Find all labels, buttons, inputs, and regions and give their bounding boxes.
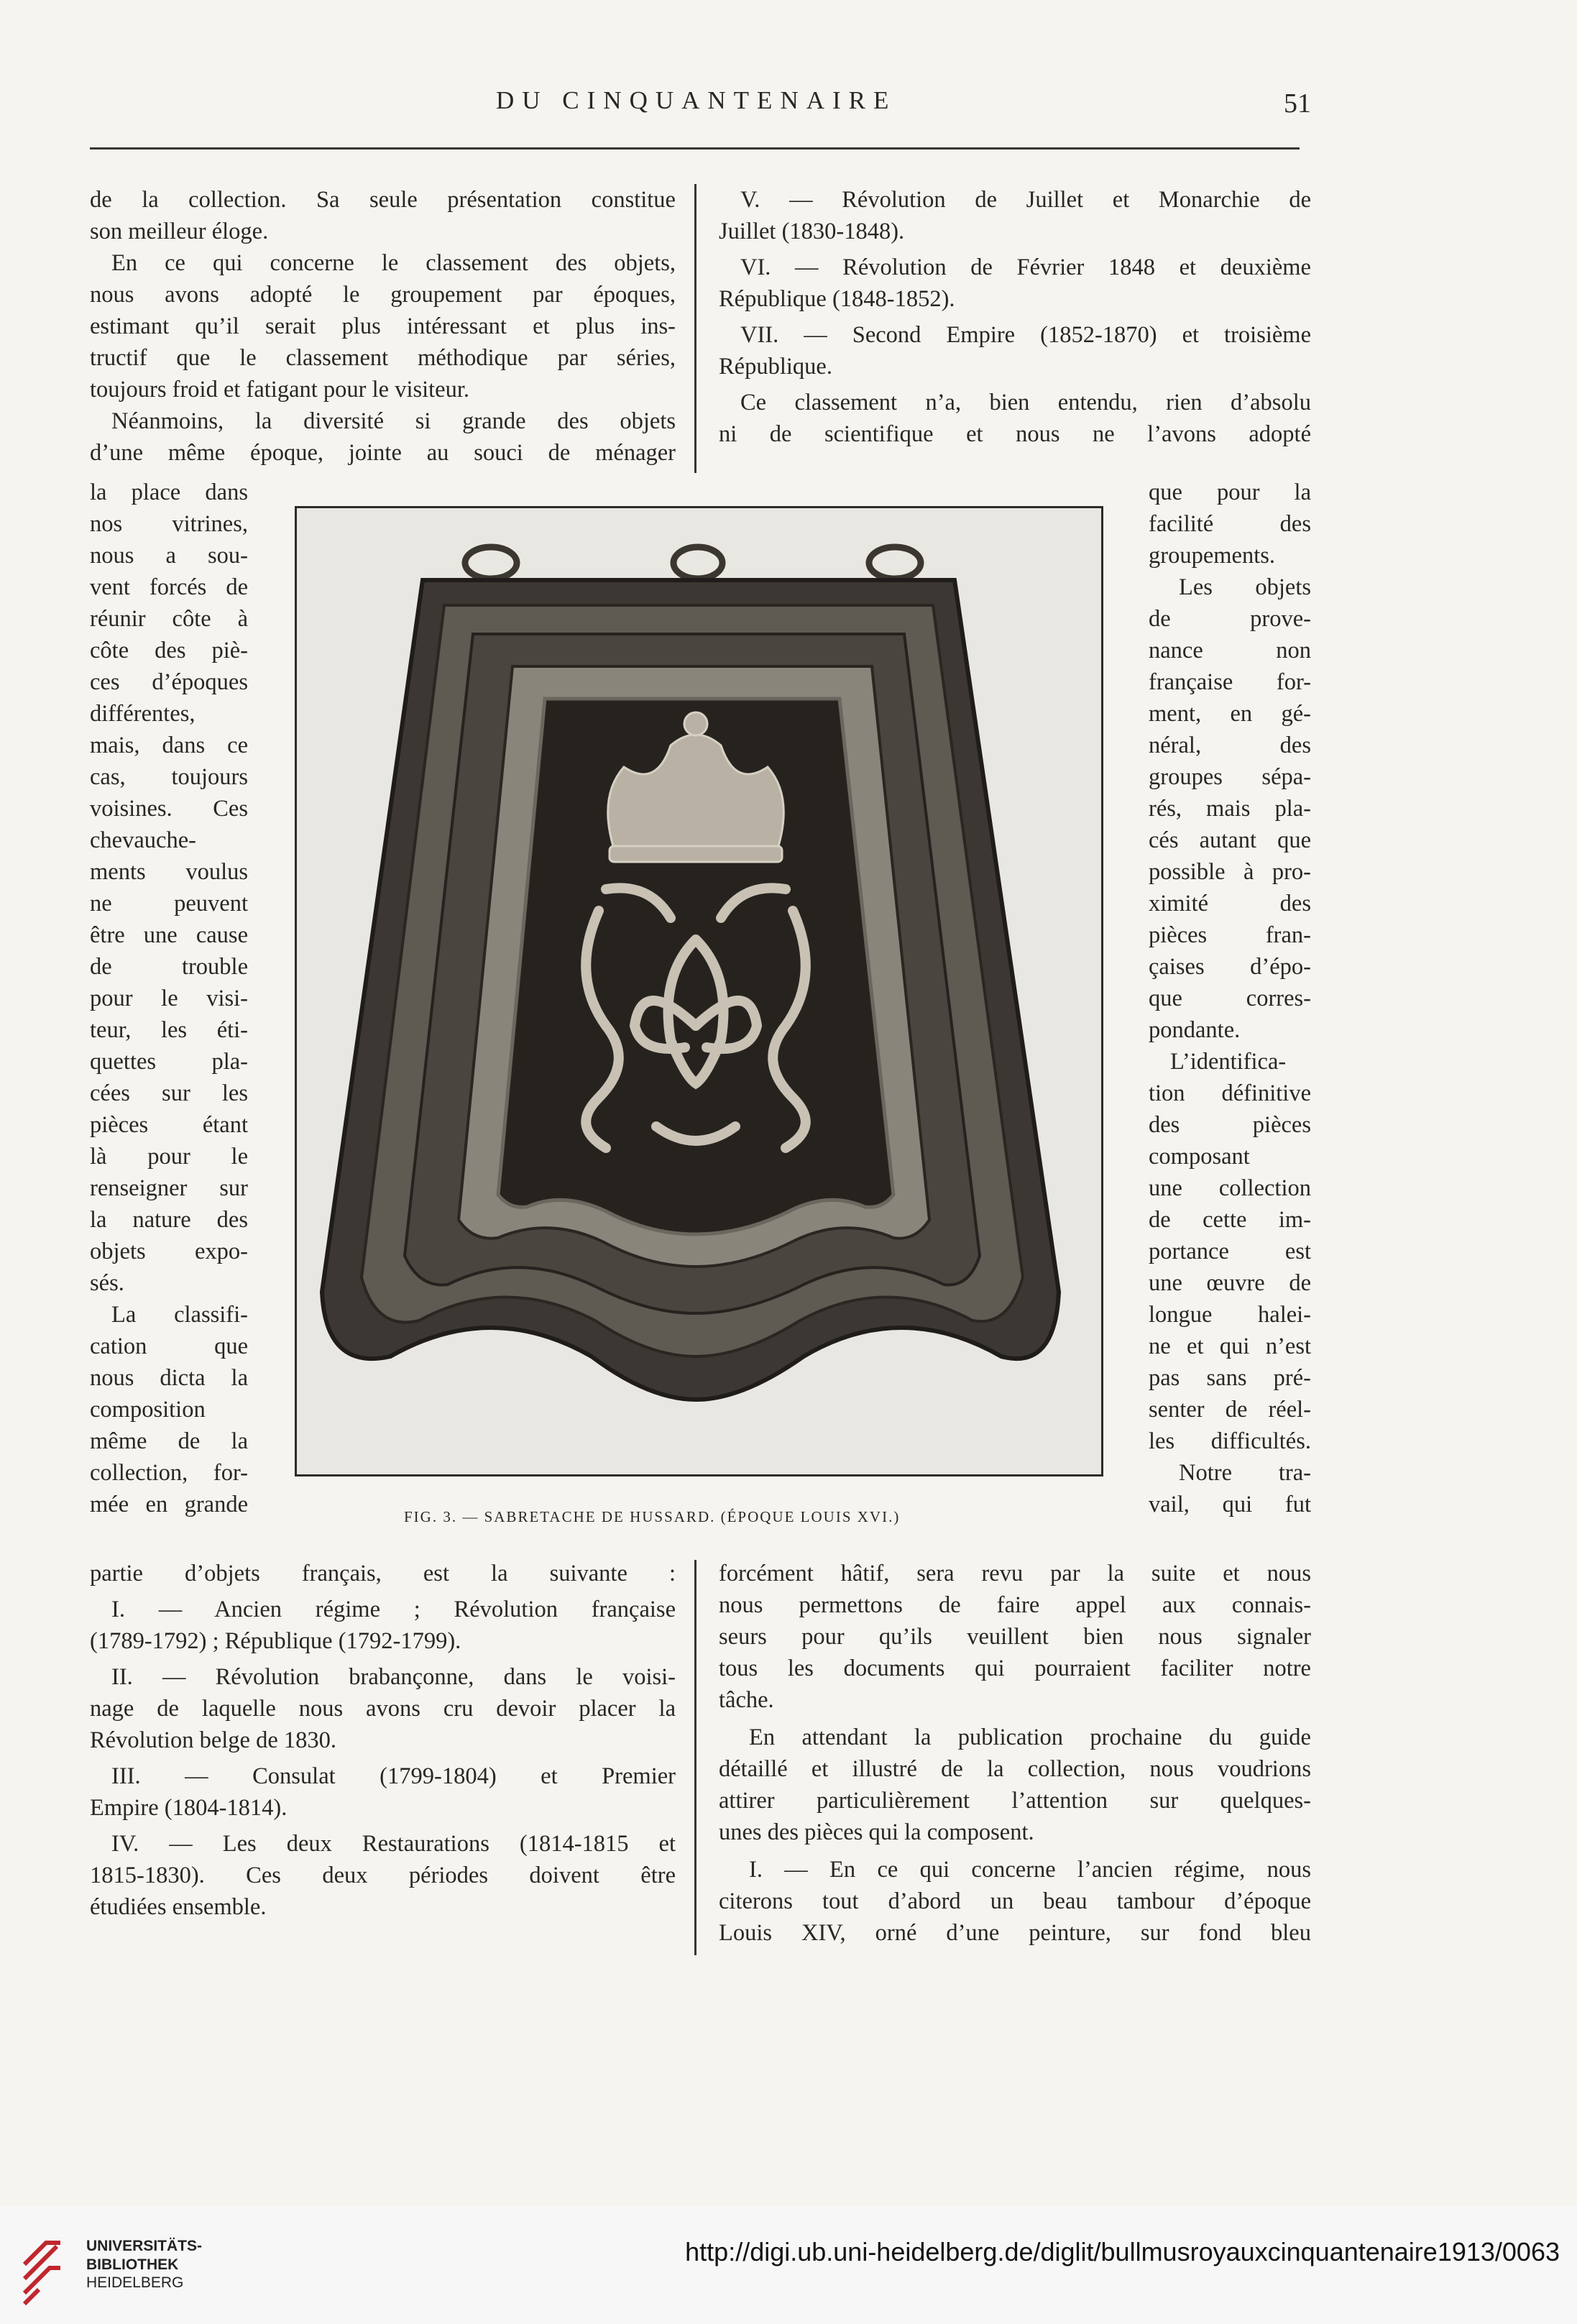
text-line: que corres- (1149, 986, 1311, 1011)
text-line: senter de réel- (1149, 1397, 1311, 1423)
text-line: ces d’époques (90, 669, 248, 695)
text-line: sés. (90, 1270, 124, 1296)
text-line: cation que (90, 1333, 248, 1359)
text-line: nous permettons de faire appel aux connais- (719, 1592, 1311, 1618)
text-line: VI. — Révolution de Février 1848 et deuxième (740, 254, 1311, 280)
text-line: III. — Consulat (1799-1804) et Premier (111, 1763, 676, 1789)
text-line: En attendant la publication prochaine du guide (749, 1724, 1311, 1750)
text-line: groupements. (1149, 543, 1276, 569)
text-line: une œuvre de (1149, 1270, 1311, 1296)
text-line: la nature des (90, 1207, 248, 1233)
text-line: cés autant que (1149, 827, 1311, 853)
text-line: La classifi- (111, 1302, 248, 1328)
figure-caption: FIG. 3. — SABRETACHE DE HUSSARD. (ÉPOQUE LOUIS XVI.) (404, 1508, 901, 1525)
text-line: quettes pla- (90, 1049, 248, 1075)
text-line: I. — Ancien régime ; Révolution française (111, 1597, 676, 1622)
text-line: son meilleur éloge. (90, 219, 269, 244)
text-line: côte des piè- (90, 638, 248, 663)
text-line: là pour le (90, 1144, 248, 1170)
text-line: Juillet (1830-1848). (719, 219, 905, 244)
text-line: toujours froid et fatigant pour le visiteur. (90, 377, 470, 403)
text-line: République. (719, 354, 832, 380)
text-line: (1789-1792) ; République (1792-1799). (90, 1628, 461, 1654)
text-line: nance non (1149, 638, 1311, 663)
text-line: ne peuvent (90, 891, 248, 917)
text-line: VII. — Second Empire (1852-1870) et troisième (740, 322, 1311, 348)
text-line: de prove- (1149, 606, 1311, 632)
text-line: I. — En ce qui concerne l’ancien régime, nous (749, 1857, 1311, 1883)
text-line: étudiées ensemble. (90, 1894, 267, 1920)
right-narrow-column (1149, 477, 1311, 1520)
text-line: Révolution belge de 1830. (90, 1727, 336, 1753)
text-line: vent forcés de (90, 574, 248, 600)
text-line: détaillé et illustré de la collection, nous voudrions (719, 1756, 1311, 1782)
text-line: différentes, (90, 701, 196, 727)
text-line: tructif que le classement méthodique par séries, (90, 345, 676, 371)
text-line: partie d’objets français, est la suivante : (90, 1561, 676, 1586)
text-line: forcément hâtif, sera revu par la suite et nous (719, 1561, 1311, 1586)
right-column-bottom (719, 1558, 1311, 1949)
text-line: collection, for- (90, 1460, 248, 1486)
text-line: nous a sou- (90, 543, 248, 569)
text-line: renseigner sur (90, 1175, 248, 1201)
text-line: même de la (90, 1428, 248, 1454)
text-line: de cette im- (1149, 1207, 1311, 1233)
text-line: pas sans pré- (1149, 1365, 1311, 1391)
text-line: Louis XIV, orné d’une peinture, sur fond bleu (719, 1920, 1311, 1946)
text-line: citerons tout d’abord un beau tambour d’époque (719, 1888, 1311, 1914)
text-line: composition (90, 1397, 206, 1423)
text-line: Notre tra- (1179, 1460, 1311, 1486)
text-line: tâche. (719, 1687, 774, 1713)
text-line: de la collection. Sa seule présentation constitue (90, 187, 676, 213)
text-line: pièces fran- (1149, 922, 1311, 948)
text-line: nous dicta la (90, 1365, 248, 1391)
running-header: DU CINQUANTENAIRE (496, 86, 897, 114)
text-line: d’une même époque, jointe au souci de ménager (90, 440, 676, 466)
text-line: pondante. (1149, 1017, 1241, 1043)
sabretache-image (297, 508, 1101, 1474)
text-line: mais, dans ce (90, 732, 248, 758)
text-line: composant (1149, 1144, 1250, 1170)
text-line: chevauche- (90, 827, 196, 853)
text-line: teur, les éti- (90, 1017, 248, 1043)
text-line: de trouble (90, 954, 248, 980)
text-line: vail, qui fut (1149, 1492, 1311, 1517)
text-line: rés, mais pla- (1149, 796, 1311, 822)
logo-line: HEIDELBERG (86, 2274, 184, 2291)
text-line: II. — Révolution brabançonne, dans le voisi- (111, 1664, 676, 1690)
left-column-bottom (90, 1558, 676, 1923)
text-line: Ce classement n’a, bien entendu, rien d’absolu (740, 390, 1311, 415)
text-line: attirer particulièrement l’attention sur quelques- (719, 1788, 1311, 1814)
library-logo-text (86, 2237, 202, 2292)
text-line: des pièces (1149, 1112, 1311, 1138)
text-line: çaises d’épo- (1149, 954, 1311, 980)
text-line: une collection (1149, 1175, 1311, 1201)
text-line: ne et qui n’est (1149, 1333, 1311, 1359)
text-line: nage de laquelle nous avons cru devoir placer la (90, 1696, 676, 1722)
text-line: IV. — Les deux Restaurations (1814-1815 et (111, 1831, 676, 1857)
text-line: être une cause (90, 922, 248, 948)
text-line: les difficultés. (1149, 1428, 1311, 1454)
text-line: mée en grande (90, 1492, 248, 1517)
text-line: cas, toujours (90, 764, 248, 790)
text-line: L’identifica- (1170, 1049, 1287, 1075)
text-line: Néanmoins, la diversité si grande des objets (111, 408, 676, 434)
page-number: 51 (1284, 88, 1311, 119)
text-line: pour le visi- (90, 986, 248, 1011)
logo-line: BIBLIOTHEK (86, 2256, 179, 2273)
text-line: longue halei- (1149, 1302, 1311, 1328)
text-line: réunir côte à (90, 606, 248, 632)
text-line: En ce qui concerne le classement des objets, (111, 250, 676, 276)
text-line: ment, en gé- (1149, 701, 1311, 727)
text-line: que pour la (1149, 479, 1311, 505)
library-logo-icon (17, 2221, 75, 2307)
left-column-top (90, 184, 676, 469)
text-line: facilité des (1149, 511, 1311, 537)
text-line: ximité des (1149, 891, 1311, 917)
source-url-link[interactable]: http://digi.ub.uni-heidelberg.de/diglit/bullmusroyauxcinquantenaire1913/0063 (685, 2237, 1560, 2266)
figure-photograph (295, 506, 1103, 1476)
text-line: Empire (1804-1814). (90, 1795, 288, 1821)
text-line: objets expo- (90, 1239, 248, 1264)
text-line: Les objets (1179, 574, 1311, 600)
text-line: portance est (1149, 1239, 1311, 1264)
column-divider-top (694, 184, 696, 473)
text-line: nos vitrines, (90, 511, 248, 537)
text-line: la place dans (90, 479, 248, 505)
text-line: République (1848-1852). (719, 286, 955, 312)
text-line: nous avons adopté le groupement par époques, (90, 282, 676, 308)
logo-line: UNIVERSITÄTS- (86, 2238, 203, 2254)
column-divider-bottom (694, 1560, 696, 1955)
text-line: pièces étant (90, 1112, 248, 1138)
text-line: voisines. Ces (90, 796, 248, 822)
text-line: estimant qu’il serait plus intéressant et plus ins- (90, 313, 676, 339)
text-line: française for- (1149, 669, 1311, 695)
text-line: ments voulus (90, 859, 248, 885)
header-rule (90, 147, 1300, 150)
text-line: groupes sépa- (1149, 764, 1311, 790)
left-narrow-column (90, 477, 248, 1520)
text-line: seurs pour qu’ils veuillent bien nous signaler (719, 1624, 1311, 1650)
text-line: néral, des (1149, 732, 1311, 758)
text-line: tous les documents qui pourraient faciliter notre (719, 1655, 1311, 1681)
text-line: V. — Révolution de Juillet et Monarchie de (740, 187, 1311, 213)
text-line: 1815-1830). Ces deux périodes doivent être (90, 1863, 676, 1888)
text-line: tion définitive (1149, 1080, 1311, 1106)
right-column-top (719, 184, 1311, 450)
text-line: ni de scientifique et nous ne l’avons adopté (719, 421, 1311, 447)
text-line: possible à pro- (1149, 859, 1311, 885)
text-line: cées sur les (90, 1080, 248, 1106)
text-line: unes des pièces qui la composent. (719, 1819, 1034, 1845)
